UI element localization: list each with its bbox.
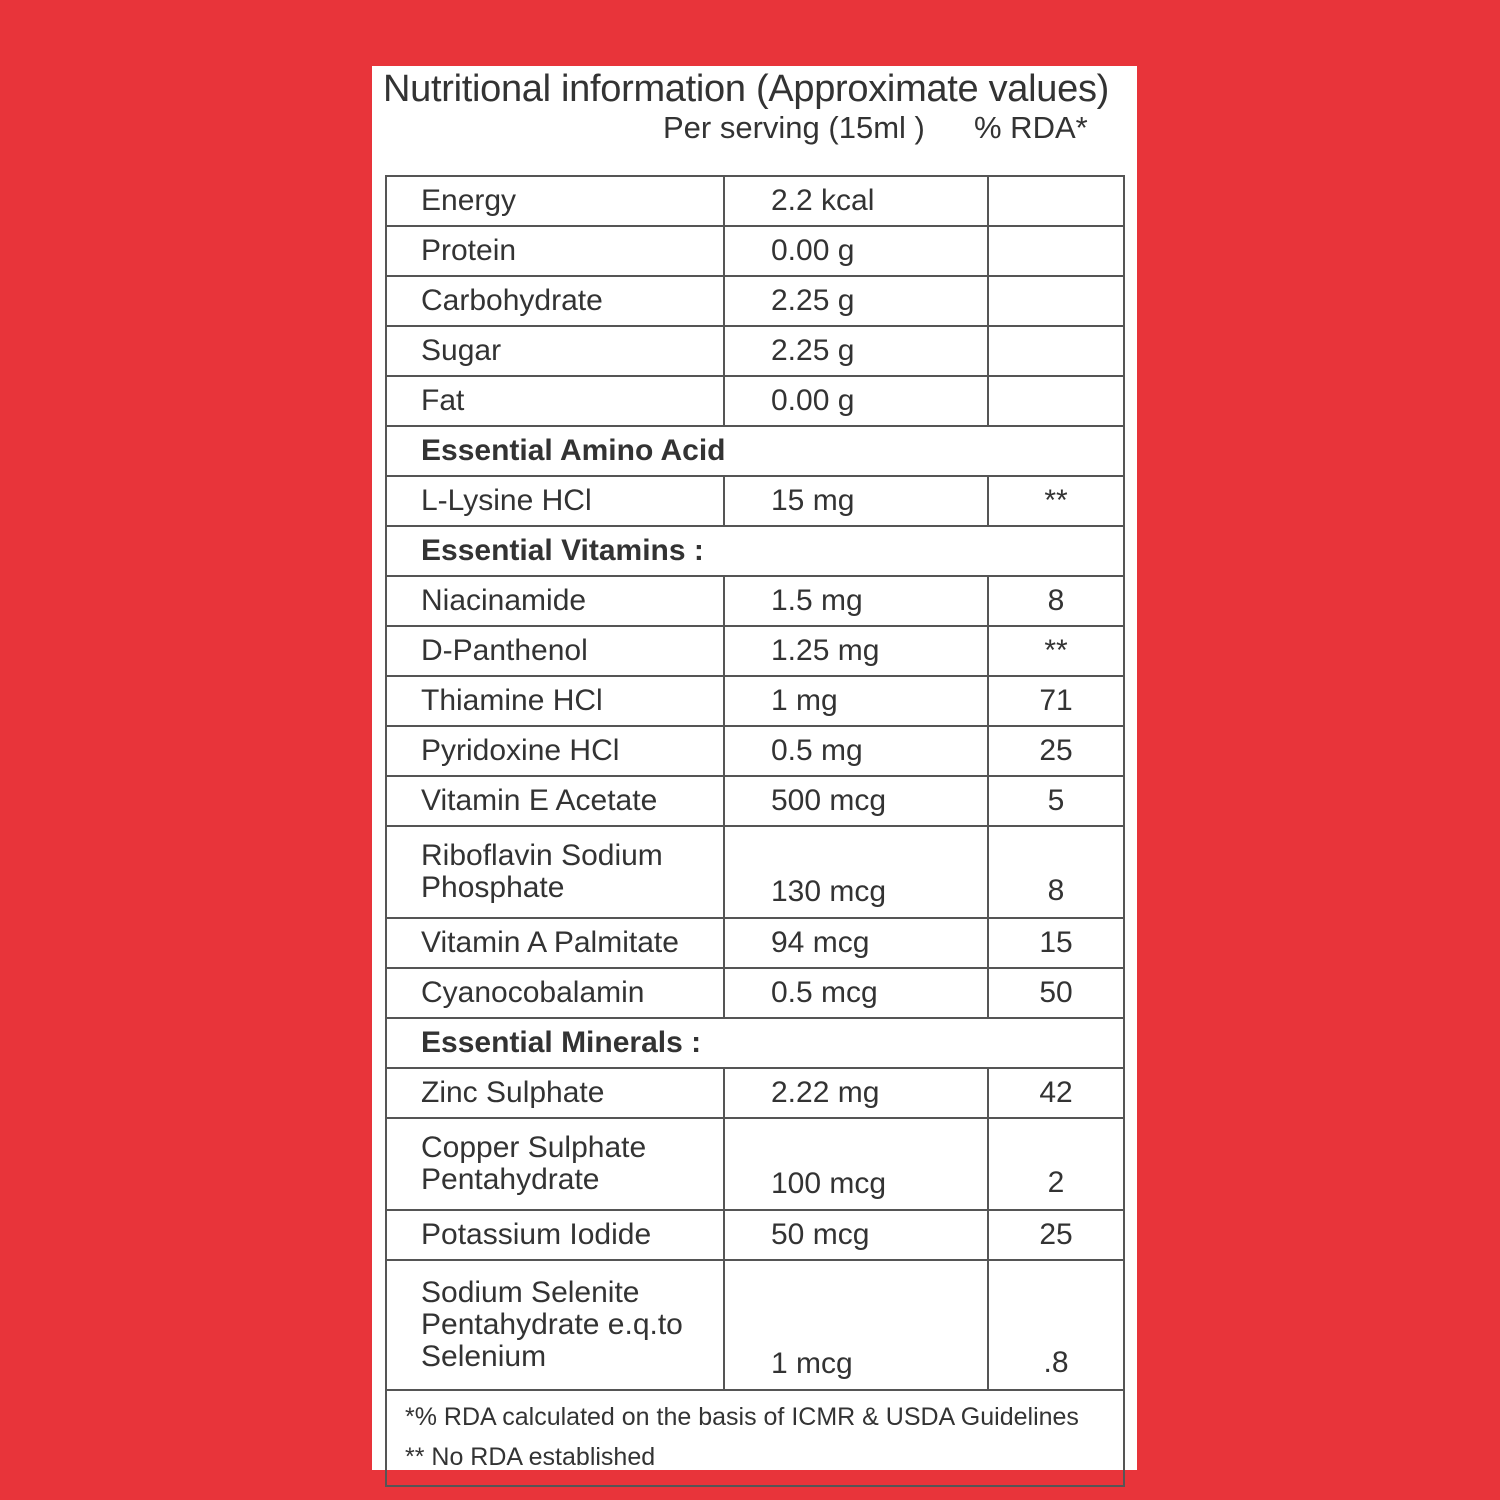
nutrient-name: D-Panthenol bbox=[386, 626, 724, 676]
nutrient-amount: 15 mg bbox=[724, 476, 988, 526]
per-serving-header: Per serving (15ml ) bbox=[663, 110, 925, 145]
nutrient-name: Vitamin E Acetate bbox=[386, 776, 724, 826]
rda-header: % RDA* bbox=[974, 110, 1088, 145]
footnote-row bbox=[386, 1390, 1124, 1486]
nutrient-rda bbox=[988, 226, 1124, 276]
nutrient-rda: 25 bbox=[988, 726, 1124, 776]
nutrient-amount: 130 mcg bbox=[724, 826, 988, 918]
nutrient-amount: 1 mcg bbox=[724, 1260, 988, 1390]
nutrient-amount: 1 mg bbox=[724, 676, 988, 726]
nutrient-name: Zinc Sulphate bbox=[386, 1068, 724, 1118]
table-row bbox=[386, 576, 1124, 626]
nutrient-rda: 8 bbox=[988, 576, 1124, 626]
nutrient-name: Copper Sulphate Pentahydrate bbox=[386, 1118, 724, 1210]
section-row bbox=[386, 1018, 1124, 1068]
table-row bbox=[386, 726, 1124, 776]
nutrient-rda: .8 bbox=[988, 1260, 1124, 1390]
footnote-no-rda: ** No RDA established bbox=[405, 1443, 656, 1471]
nutrient-amount: 1.5 mg bbox=[724, 576, 988, 626]
table-row bbox=[386, 226, 1124, 276]
section-heading-vitamins: Essential Vitamins : bbox=[386, 526, 1124, 576]
nutrient-rda bbox=[988, 276, 1124, 326]
nutrient-amount: 500 mcg bbox=[724, 776, 988, 826]
nutrient-name: Potassium Iodide bbox=[386, 1210, 724, 1260]
table-row bbox=[386, 176, 1124, 226]
nutrient-name: L-Lysine HCl bbox=[386, 476, 724, 526]
nutrient-name: Fat bbox=[386, 376, 724, 426]
table-row bbox=[386, 1118, 1124, 1210]
table-row bbox=[386, 1210, 1124, 1260]
table-row bbox=[386, 826, 1124, 918]
nutrient-rda: ** bbox=[988, 476, 1124, 526]
nutrient-rda bbox=[988, 326, 1124, 376]
table-row bbox=[386, 676, 1124, 726]
nutrient-rda: 5 bbox=[988, 776, 1124, 826]
nutrient-amount: 94 mcg bbox=[724, 918, 988, 968]
nutrient-name: Pyridoxine HCl bbox=[386, 726, 724, 776]
table-row bbox=[386, 626, 1124, 676]
table-row bbox=[386, 1068, 1124, 1118]
nutrient-rda: 8 bbox=[988, 826, 1124, 918]
nutrient-rda: 71 bbox=[988, 676, 1124, 726]
nutrient-rda: ** bbox=[988, 626, 1124, 676]
table-row bbox=[386, 376, 1124, 426]
nutrient-rda: 2 bbox=[988, 1118, 1124, 1210]
nutrient-amount: 2.25 g bbox=[724, 326, 988, 376]
table-row bbox=[386, 326, 1124, 376]
nutrient-name: Thiamine HCl bbox=[386, 676, 724, 726]
table-row bbox=[386, 276, 1124, 326]
nutrient-amount: 2.2 kcal bbox=[724, 176, 988, 226]
footnotes bbox=[386, 1390, 1124, 1486]
nutrient-name: Sugar bbox=[386, 326, 724, 376]
nutrient-amount: 50 mcg bbox=[724, 1210, 988, 1260]
page-title: Nutritional information (Approximate values) bbox=[383, 68, 1110, 110]
table-row bbox=[386, 968, 1124, 1018]
nutrient-name: Protein bbox=[386, 226, 724, 276]
nutrient-name: Cyanocobalamin bbox=[386, 968, 724, 1018]
nutrient-amount: 0.00 g bbox=[724, 376, 988, 426]
table-row bbox=[386, 1260, 1124, 1390]
nutrition-table bbox=[385, 175, 1125, 1487]
nutrient-rda: 15 bbox=[988, 918, 1124, 968]
nutrient-amount: 0.00 g bbox=[724, 226, 988, 276]
nutrient-rda bbox=[988, 376, 1124, 426]
footnote-rda-basis: *% RDA calculated on the basis of ICMR & USDA Guidelines bbox=[405, 1403, 1079, 1431]
section-heading-amino: Essential Amino Acid bbox=[386, 426, 1124, 476]
table-row bbox=[386, 918, 1124, 968]
table-row bbox=[386, 476, 1124, 526]
section-heading-minerals: Essential Minerals : bbox=[386, 1018, 1124, 1068]
nutrient-name: Vitamin A Palmitate bbox=[386, 918, 724, 968]
nutrient-amount: 0.5 mcg bbox=[724, 968, 988, 1018]
nutrient-name: Sodium Selenite Pentahydrate e.q.to Selenium bbox=[386, 1260, 724, 1390]
nutrient-rda: 42 bbox=[988, 1068, 1124, 1118]
nutrient-amount: 2.22 mg bbox=[724, 1068, 988, 1118]
nutrient-name: Riboflavin Sodium Phosphate bbox=[386, 826, 724, 918]
nutrient-rda: 50 bbox=[988, 968, 1124, 1018]
nutrition-panel bbox=[372, 66, 1137, 1470]
nutrient-rda bbox=[988, 176, 1124, 226]
nutrient-name: Carbohydrate bbox=[386, 276, 724, 326]
section-row bbox=[386, 526, 1124, 576]
nutrient-rda: 25 bbox=[988, 1210, 1124, 1260]
nutrient-amount: 2.25 g bbox=[724, 276, 988, 326]
nutrient-name: Energy bbox=[386, 176, 724, 226]
nutrient-name: Niacinamide bbox=[386, 576, 724, 626]
nutrient-amount: 0.5 mg bbox=[724, 726, 988, 776]
table-row bbox=[386, 776, 1124, 826]
nutrient-amount: 100 mcg bbox=[724, 1118, 988, 1210]
section-row bbox=[386, 426, 1124, 476]
nutrient-amount: 1.25 mg bbox=[724, 626, 988, 676]
